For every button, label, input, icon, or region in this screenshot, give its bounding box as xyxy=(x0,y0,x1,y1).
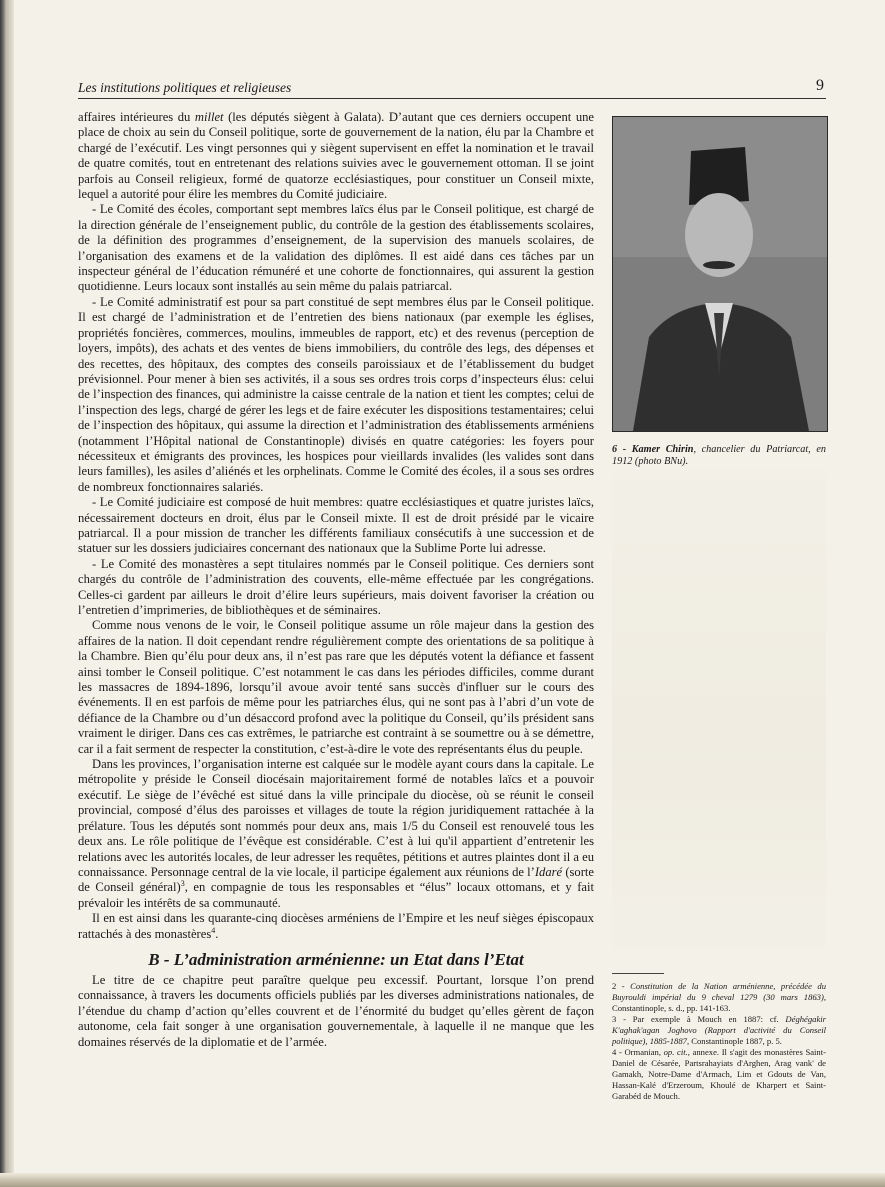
portrait-photo xyxy=(612,116,828,432)
footnote-3: 3 - Par exemple à Mouch en 1887: cf. Déghégakir K'aghak'agan Joghovo (Rapport d'activité du Conseil politique), 1885-1887, Constantinople 1887, p. 5. xyxy=(612,1014,826,1046)
paragraph-dioceses: Il en est ainsi dans les quarante-cinq diocèses arméniens de l’Empire et les neuf sièges épiscopaux rattachés à des monastères$^4$. xyxy=(78,911,594,941)
section-heading: B - L’administration arménienne: un Etat dans l’Etat xyxy=(148,949,524,969)
photo-caption: 6 - Kamer Chirin, chancelier du Patriarcat, en 1912 (photo BNu). xyxy=(612,444,826,468)
paragraph-provinces: Dans les provinces, l’organisation interne est calquée sur le modèle ayant cours dans la capitale. Le métropolite y préside le Conseil diocésain majoritairement formé de notables laïcs et a pouvoir exécutif. Le siège de l’évêché est situé dans la ville principale du diocèse, où se réunit le conseil provincial, composé d’élus des paroisses et villages de toute la région juridiquement rattachée à la prélature. Tous les députés sont nommés pour deux ans, mais 1/5 du Conseil est renouvelé tous les deux ans. Le rôle politique de l’évêque est considérable. C’est à lui qu'il appartient d’entretenir les relations avec les autorités locales, de leur adresser les requêtes, pétitions et autres plaintes dont il a eu connaissance. Personnage central de la vie locale, il participe également aux réunions de l’Idaré (sorte de Conseil général)$^3$, en compagnie de tous les responsables et “élus” locaux ottomans, et y fait prévaloir les intérêts de sa communauté. xyxy=(78,757,594,910)
caption-name: Kamer Chirin xyxy=(631,444,694,455)
paragraph-comite-judiciaire: - Le Comité judiciaire est composé de huit membres: quatre ecclésiastiques et quatre juristes laïcs, nécessairement docteurs en droit, élus par le Conseil mixte. Il est de droit présidé par le vicaire patriarcal. Il a pour mission de trancher les différents familiaux consécutifs à une succession et de statuer sur les dossiers judiciaires concernant des nationaux que la Sublime Porte lui adresse. xyxy=(78,495,594,556)
footnote-ref-4: 4 xyxy=(211,925,216,935)
page-number: 9 xyxy=(816,77,824,94)
footnote-ref-3: 3 xyxy=(180,879,185,889)
footnotes xyxy=(612,981,826,1102)
page-binding-edge xyxy=(0,0,14,1187)
page-bottom-edge xyxy=(0,1173,885,1187)
paragraph-comite-monasteres: - Le Comité des monastères a sept titulaires nommés par le Conseil politique. Ces derniers sont chargés du contrôle de l’administration des couvents, elle-même effectuée par les congrégations. Celles-ci gardent par ailleurs le droit d’élire leurs supérieurs, mais doivent favoriser la création ou l’entretien d’imprimeries, de bibliothèques et de séminaires. xyxy=(78,556,594,617)
paragraph-conseil-politique: Comme nous venons de le voir, le Conseil politique assume un rôle majeur dans la gestion des affaires de la nation. Il doit cependant rendre régulièrement compte des orientations de sa politique à la Chambre. Bien qu’élu pour deux ans, il n’est pas rare que les députés votent la défiance et fassent ainsi tomber le Conseil politique. C’est notamment le cas dans les périodes difficiles, comme durant les massacres de 1894-1896, lorsqu’il avoue avoir tenté sans succès d'influer sur le cours des événements. Il en est parfois de même pour les patriarches élus, qui ne sont pas à l’abri d’un vote de défiance de la Chambre ou d’un désaccord profond avec la politique du Conseil, qu’ils président sans vraiment le diriger. Dans ces cas extrêmes, le patriarche est contraint à se soumettre ou à se démettre, car il a fait serment de respecter la constitution, c’est-à-dire le vote des représentants élus du peuple. xyxy=(78,618,594,756)
main-text-column xyxy=(78,110,594,1050)
footnote-divider xyxy=(612,973,664,974)
running-title: Les institutions politiques et religieuses xyxy=(78,80,292,95)
footnote-2: 2 - Constitution de la Nation arménienne, précédée du Buyrouldi impérial du 9 cheval 1279 (30 mars 1863), Constantinople, s. d., pp. 141-163. xyxy=(612,981,826,1013)
page-header xyxy=(78,77,826,99)
footnote-4: 4 - Ormanian, op. cit., annexe. Il s'agit des monastères Saint-Daniel de Césarée, Partsrahayiats d'Arghen, Arag vank' de Gamakh, Notre-Dame d'Armach, Lim et Gdouts de Van, Hassan-Kalé d'Erzeroum, Khoulé de Kharpert et Saint-Garabéd de Mouch. xyxy=(612,1047,826,1101)
paragraph-1: affaires intérieures du millet (les députés siègent à Galata). D’autant que ces derniers occupent une place de choix au sein du Conseil politique, sorte de gouvernement de la nation, élu par la Chambre et chargé de l’exécutif. Les vingt personnes qui y siègent supervisent en effet la nomination et le travail de quatre comités, tout en entretenant des relations suivies avec le gouvernement ottoman. Il se joint parfois au Conseil religieux, formé de quatorze ecclésiastiques, pour constituer un Conseil mixte, lequel a autorité pour élire les membres du Comité judiciaire. xyxy=(78,110,594,202)
paragraph-comite-administratif: - Le Comité administratif est pour sa part constitué de sept membres élus par le Conseil politique. Il est chargé de l’administration et de l’entretien des biens nationaux (par exemple les églises, propriétés foncières, commerces, moulins, immeubles de rapport, etc) et des revenus (perception de loyers, impôts), des achats et des ventes de biens immobiliers, du contrôle des legs, des dépenses et des recettes, des hôpitaux, des comptes des conseils paroissiaux et de l’établissement du budget prévisionnel. Pour mener à bien ses activités, il a sous ses ordres trois corps d’inspecteurs élus: celui de l’inspection des finances, qui administre la caisse centrale de la nation et tient les comptes; celui de l’inspection des legs, chargé de gérer les legs et de faire exécuter les dispositions testamentaires; celui de l’inspection des hôpitaux, qui assume la direction et l’administration des établissements arméniens (notamment l’Hôpital national de Constantinople) divisés en quatre catégories: les foyers pour nécessiteux et émigrants des provinces, les hospices pour vieillards invalides (les valides sont dans leurs familles), les asiles d’aliénés et les orphelinats. Comme le Comité des écoles, il a sous ses ordres de nombreux fonctionnaires salariés. xyxy=(78,294,594,494)
paragraph-section-b: Le titre de ce chapitre peut paraître quelque peu excessif. Pourtant, lorsque l’on prend connaissance, à travers les documents officiels publiés par les diverses administrations nationales, de l’étendue du champ d’action qu’elles couvrent et de l’énormité du budget qu’elles gèrent de façon autonome, cela fait songer à une organisation gouvernementale, à laquelle il ne manque que les domaines réservés de la diplomatie et de l’armée. xyxy=(78,972,594,1049)
paragraph-comite-ecoles: - Le Comité des écoles, comportant sept membres laïcs élus par le Conseil politique, est chargé de la direction générale de l’enseignement public, du contrôle de la gestion des établissements scolaires, de la définition des programmes d’enseignement, de la supervision des manuels scolaires, de l’organisation des examens et de la validation des diplômes. Il est aidé dans ces tâches par un inspecteur général de l’éducation rémunéré et une cohorte de fonctionnaires, qui assurent la gestion quotidienne. Leurs locaux sont installés au sein même du palais patriarcal. xyxy=(78,202,594,294)
bleed-through-area xyxy=(612,470,826,950)
